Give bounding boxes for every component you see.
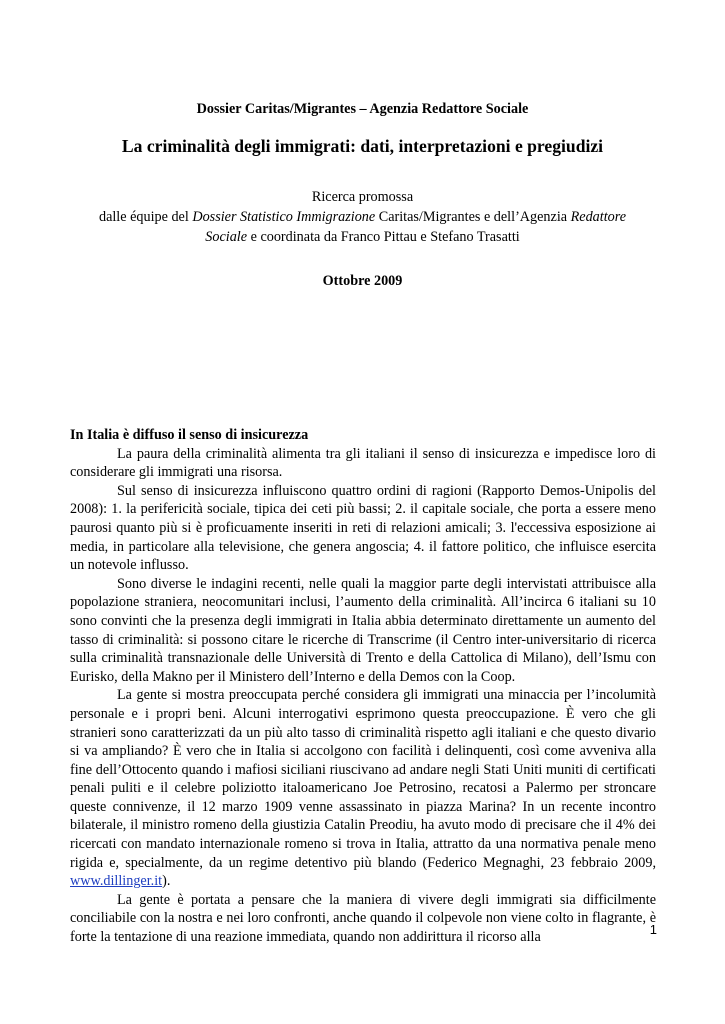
paragraph-text: La gente si mostra preoccupata perché considera gli immigrati una minaccia per l’incolumità personale e i propri beni. Alcuni interrogativi esprimono questa preoccupazione. È vero che gli stranieri sono caratterizzati da un più alto tasso di criminalità rispetto agli italiani e che questo divario si va ampliando? È vero che in Italia si accolgono con facilità i delinquenti, così come avveniva alla fine dell’Ottocento quando i mafiosi siciliani riuscivano ad andare negli Stati Uniti muniti di certificati penali puliti e il celebre poliziotto italoamericano Joe Petrosino, recatosi a Palermo per stroncare queste connivenze, il 12 marzo 1909 venne assassinato in piazza Marina? In un recente incontro bilaterale, il ministro romeno della giustizia Catalin Preodiu, ha avuto modo di precisare che il 4% dei ricercati con mandato internazionale romeno si trova in Italia, attratto da una normativa penale meno rigida e, specialmente, da un regime detentivo più blando (Federico Megnaghi, 23 febbraio 2009, xyxy=(70,687,656,871)
byline-line-1: Ricerca promossa xyxy=(311,189,414,205)
page-number: 1 xyxy=(649,922,657,937)
byline-text: dalle équipe del xyxy=(98,209,193,225)
paragraph: La gente è portata a pensare che la maniera di vivere degli immigrati sia difficilmente conciliabile con la nostra e nei loro confronti, anche quando il colpevole non viene colto in flagrante, è forte la tentazione di una reazione immediata, quando non addirittura il ricorso alla xyxy=(70,891,656,946)
document-title: La criminalità degli immigrati: dati, interpretazioni e pregiudizi xyxy=(121,136,604,156)
paragraph-text: ). xyxy=(162,873,171,890)
document-date: Ottobre 2009 xyxy=(322,273,403,289)
byline-agency: Sociale xyxy=(205,229,248,245)
paragraph: Sul senso di insicurezza influiscono quattro ordini di ragioni (Rapporto Demos-Unipolis del 2008): 1. la perifericità sociale, tipica dei ceti più bassi; 2. il capitale sociale, che porta a essere meno paurosi quanto più si è proficuamente inseriti in reti di relazioni amicali; 3. l'eccessiva esposizione ai media, in particolare alla televisione, che genera angoscia; 4. il fattore politico, che influisce esercita un notevole influsso. xyxy=(70,482,656,574)
dillinger-link[interactable]: www.dillinger.it xyxy=(70,873,163,890)
paragraph: La paura della criminalità alimenta tra gli italiani il senso di insicurezza e impedisce loro di considerare gli immigrati una risorsa. xyxy=(70,445,656,481)
paragraph: Sono diverse le indagini recenti, nelle quali la maggior parte degli intervistati attribuisce alla popolazione straniera, neocomunitari inclusi, l’aumento della criminalità. All’incirca 6 italiani su 10 sono convinti che la presenza degli immigrati in Italia abbia determinato direttamente un aumento del tasso di criminalità: si possono citare le ricerche di Transcrime (il Centro inter-universitario di ricerca sulla criminalità transnazionale delle Università di Trento e della Cattolica di Milano), dell’Ismu con Eurisko, della Makno per il Ministero dell’Interno e della Demos con la Coop. xyxy=(70,575,656,685)
byline xyxy=(0,187,725,247)
byline-publication: Dossier Statistico Immigrazione xyxy=(192,209,376,225)
document-header: Dossier Caritas/Migrantes – Agenzia Redattore Sociale xyxy=(196,101,529,117)
byline-text: Caritas/Migrantes e dell’Agenzia xyxy=(375,209,571,225)
byline-agency: Redattore xyxy=(570,209,627,225)
paragraph xyxy=(70,686,656,891)
byline-line-3 xyxy=(0,227,725,247)
section-heading: In Italia è diffuso il senso di insicurezza xyxy=(70,427,309,443)
document-body xyxy=(70,426,656,947)
byline-coordinators: e coordinata da Franco Pittau e Stefano Trasatti xyxy=(247,229,520,245)
byline-line-2 xyxy=(0,207,725,227)
